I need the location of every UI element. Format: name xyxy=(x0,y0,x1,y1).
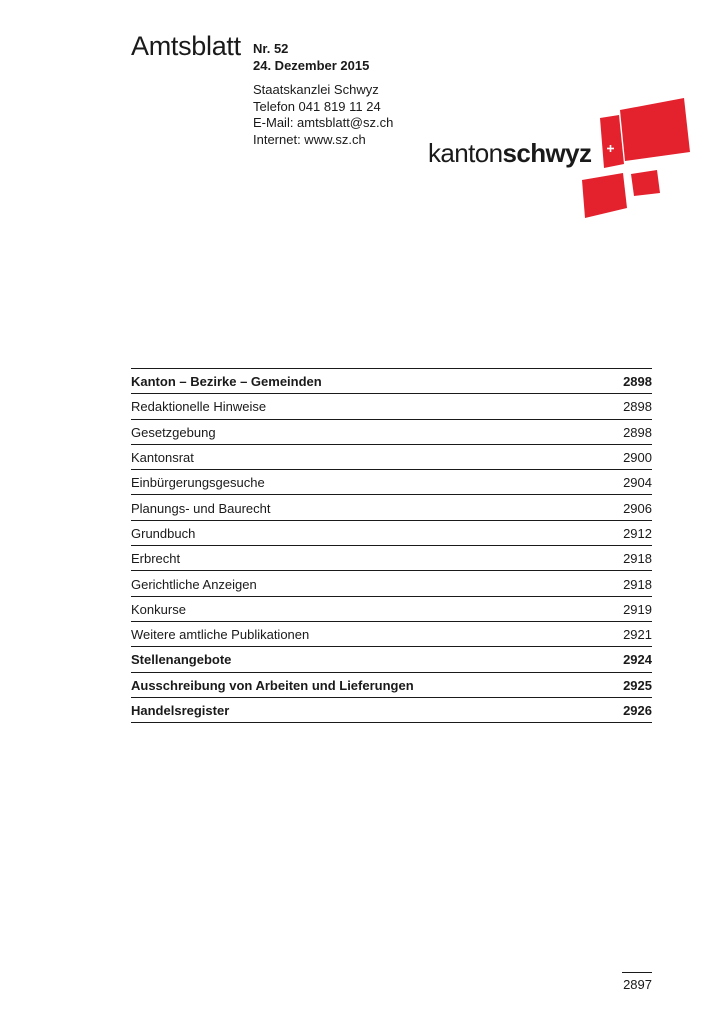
toc-page: 2898 xyxy=(623,424,652,440)
toc-page: 2900 xyxy=(623,450,652,466)
issue-date: 24. Dezember 2015 xyxy=(253,58,370,73)
page-number: 2897 xyxy=(622,972,652,995)
logo-text-bold: schwyz xyxy=(502,138,592,168)
logo-text-light: kanton xyxy=(428,138,503,168)
toc-row xyxy=(131,420,652,445)
toc-label: Handelsregister xyxy=(131,703,230,718)
toc-row xyxy=(131,622,652,647)
toc-row xyxy=(131,571,652,596)
toc-label: Kantonsrat xyxy=(131,450,194,466)
toc-row xyxy=(131,495,652,520)
logo-shape xyxy=(620,98,690,161)
toc-label: Redaktionelle Hinweise xyxy=(131,399,267,415)
contact-block xyxy=(253,82,393,148)
contact-line: Telefon 041 819 11 24 xyxy=(253,98,381,114)
contact-line: E-Mail: amtsblatt@sz.ch xyxy=(253,115,394,130)
toc-page: 2925 xyxy=(623,677,652,693)
toc-label: Kanton – Bezirke – Gemeinden xyxy=(131,374,322,390)
toc-page: 2912 xyxy=(623,525,652,541)
toc-label: Konkurse xyxy=(131,601,186,617)
toc-page: 2898 xyxy=(623,374,652,390)
toc-label: Planungs- und Baurecht xyxy=(131,500,271,516)
toc-page: 2906 xyxy=(623,500,652,516)
toc-label: Ausschreibung von Arbeiten und Lieferungen xyxy=(131,677,414,693)
issue-info xyxy=(253,40,369,74)
toc-page: 2919 xyxy=(623,601,652,617)
toc-label: Erbrecht xyxy=(131,551,181,567)
toc-label: Weitere amtliche Publikationen xyxy=(131,627,310,643)
toc-row xyxy=(131,445,652,470)
toc-row xyxy=(131,369,652,394)
toc-label: Gerichtliche Anzeigen xyxy=(131,576,257,592)
toc-page: 2924 xyxy=(623,652,652,668)
toc-row xyxy=(131,647,652,672)
toc-row xyxy=(131,673,652,698)
table-of-contents xyxy=(131,368,652,723)
contact-line: Internet: www.sz.ch xyxy=(253,131,366,147)
toc-page: 2918 xyxy=(623,551,652,567)
toc-row xyxy=(131,546,652,571)
toc-row xyxy=(131,698,652,723)
toc-row xyxy=(131,470,652,495)
logo-shape xyxy=(582,173,627,218)
toc-row xyxy=(131,394,652,419)
toc-row xyxy=(131,521,652,546)
kanton-schwyz-logo xyxy=(428,98,694,220)
toc-label: Grundbuch xyxy=(131,525,196,541)
logo-shape xyxy=(600,115,624,168)
toc-page: 2898 xyxy=(623,399,652,415)
toc-label: Gesetzgebung xyxy=(131,424,216,440)
toc-page: 2918 xyxy=(623,576,652,592)
logo-shape xyxy=(631,170,660,196)
logo-wordmark xyxy=(428,138,591,168)
contact-line: Staatskanzlei Schwyz xyxy=(253,82,379,97)
toc-page: 2921 xyxy=(623,627,652,643)
issue-number: Nr. 52 xyxy=(253,41,289,56)
toc-row xyxy=(131,597,652,622)
toc-label: Stellenangebote xyxy=(131,652,232,668)
toc-page: 2926 xyxy=(623,703,652,718)
page-title: Amtsblatt xyxy=(131,31,241,61)
toc-page: 2904 xyxy=(623,475,652,491)
toc-label: Einbürgerungsgesuche xyxy=(131,475,265,491)
